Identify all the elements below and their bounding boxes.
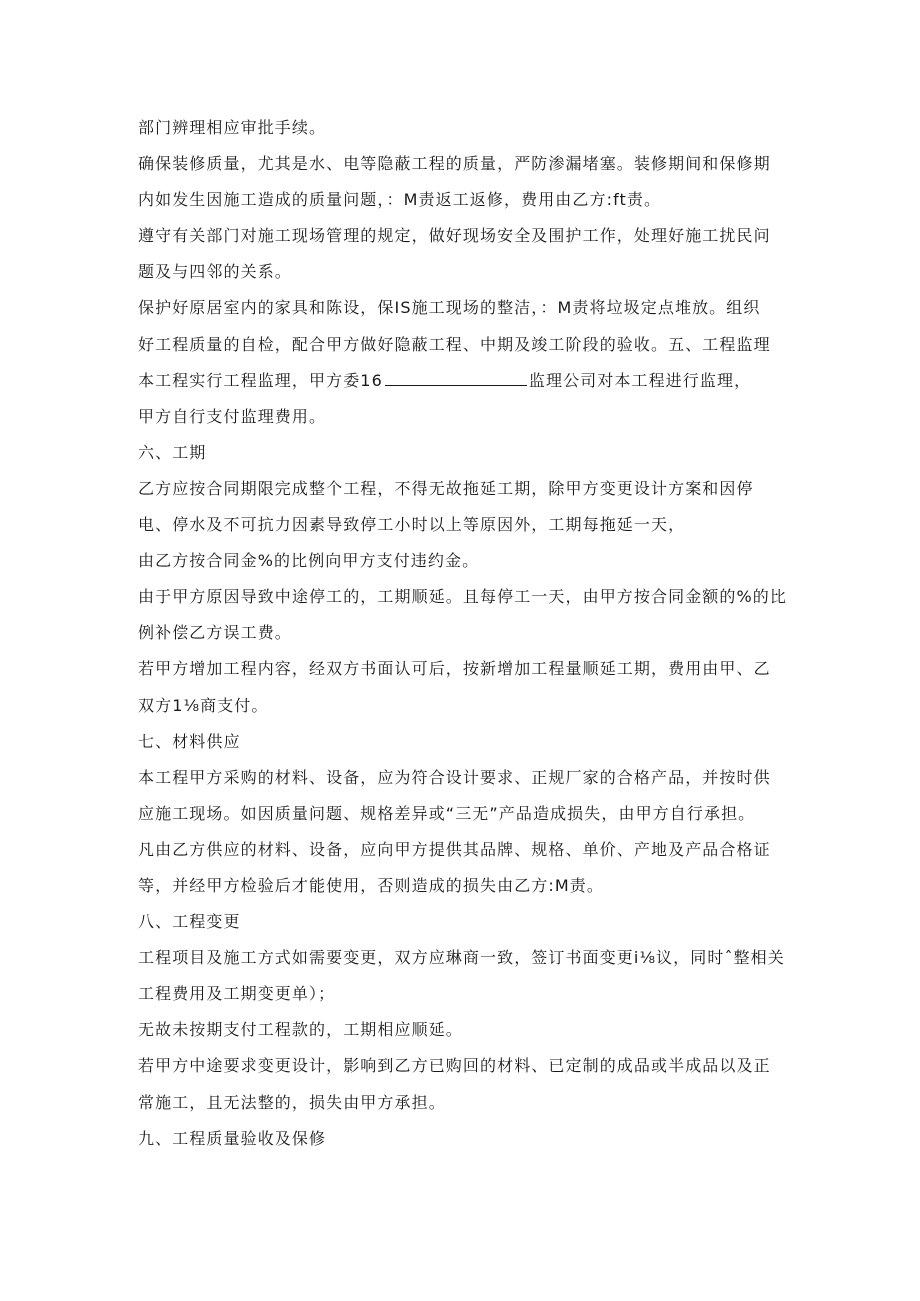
fill-in-blank bbox=[385, 371, 527, 386]
text-line: 若甲方中途要求变更设计，影响到乙方已购回的材料、已定制的成品或半成品以及正 bbox=[138, 1056, 771, 1076]
text-line: 例补偿乙方误工费。 bbox=[138, 623, 292, 643]
text-line: 部门辨理相应审批手续。 bbox=[138, 118, 327, 137]
section-heading: 九、工程质量验收及保修 bbox=[138, 1128, 327, 1148]
text-line: 遵守有关部门对施工现场管理的规定，做好现场安全及围护工作，处理好施工扰民问 bbox=[138, 226, 771, 246]
supervision-text-after: 监理公司对本工程进行监理， bbox=[528, 370, 752, 390]
text-line: 确保装修质量，尤其是水、电等隐蔽工程的质量，严防渗漏堵塞。装修期间和保修期 bbox=[138, 154, 771, 174]
text-line: 甲方自行支付监理费用。 bbox=[138, 406, 327, 426]
section-heading: 六、工期 bbox=[138, 442, 207, 462]
text-line: 工程费用及工期变更单）； bbox=[138, 984, 336, 1004]
section-heading: 七、材料供应 bbox=[138, 731, 241, 751]
text-line: 本工程甲方采购的材料、设备，应为符合设计要求、正规厂家的合格产品，并按时供 bbox=[138, 767, 771, 787]
text-line: 由于甲方原因导致中途停工的，工期顺延。且每停工一天，由甲方按合同金额的%的比 bbox=[138, 587, 788, 607]
text-line: 电、停水及不可抗力因素导致停工小时以上等原因外，工期每拖延一天， bbox=[138, 515, 686, 535]
document-body bbox=[138, 110, 788, 1157]
supervision-text-before: 本工程实行工程监理，甲方委16 bbox=[138, 370, 383, 390]
text-line: 工程项目及施工方式如需要变更，双方应琳商一致，签订书面变更i⅛议，同时ˆ整相关 bbox=[138, 948, 785, 968]
text-line: 乙方应按合同期限完成整个工程，不得无故拖延工期，除甲方变更设计方案和因停 bbox=[138, 478, 754, 498]
text-line: 保护好原居室内的家具和陈设，保IS施工现场的整洁，：M责将垃圾定点堆放。组织 bbox=[138, 298, 761, 318]
text-line: 应施工现场。如因质量问题、规格差异或“三无”产品造成损失，由甲方自行承担。 bbox=[138, 803, 756, 823]
text-line: 无故未按期支付工程款的，工期相应顺延。 bbox=[138, 1020, 463, 1040]
text-line: 凡由乙方供应的材料、设备，应向甲方提供其品牌、规格、单价、产地及产品合格证 bbox=[138, 839, 771, 859]
text-line: 双方1⅛商支付。 bbox=[138, 695, 269, 715]
text-line: 常施工，且无法整的，损失由甲方承担。 bbox=[138, 1092, 446, 1112]
text-line: 若甲方增加工程内容，经双方书面认可后，按新增加工程量顺延工期，费用由甲、乙 bbox=[138, 659, 771, 679]
text-line: 好工程质量的自检，配合甲方做好隐蔽工程、中期及竣工阶段的验收。五、工程监理 bbox=[138, 334, 771, 354]
supervision-line bbox=[138, 363, 788, 399]
text-line: 等，并经甲方检验后才能使用，否则造成的损失由乙方:M责。 bbox=[138, 875, 604, 895]
text-line: 题及与四邻的关系。 bbox=[138, 262, 292, 282]
section-heading: 八、工程变更 bbox=[138, 912, 241, 932]
text-line: 内如发生因施工造成的质量问题，：M责返工返修，费用由乙方:ft责。 bbox=[138, 190, 662, 210]
text-line: 由乙方按合同金%的比例向甲方支付违约金。 bbox=[138, 551, 480, 571]
